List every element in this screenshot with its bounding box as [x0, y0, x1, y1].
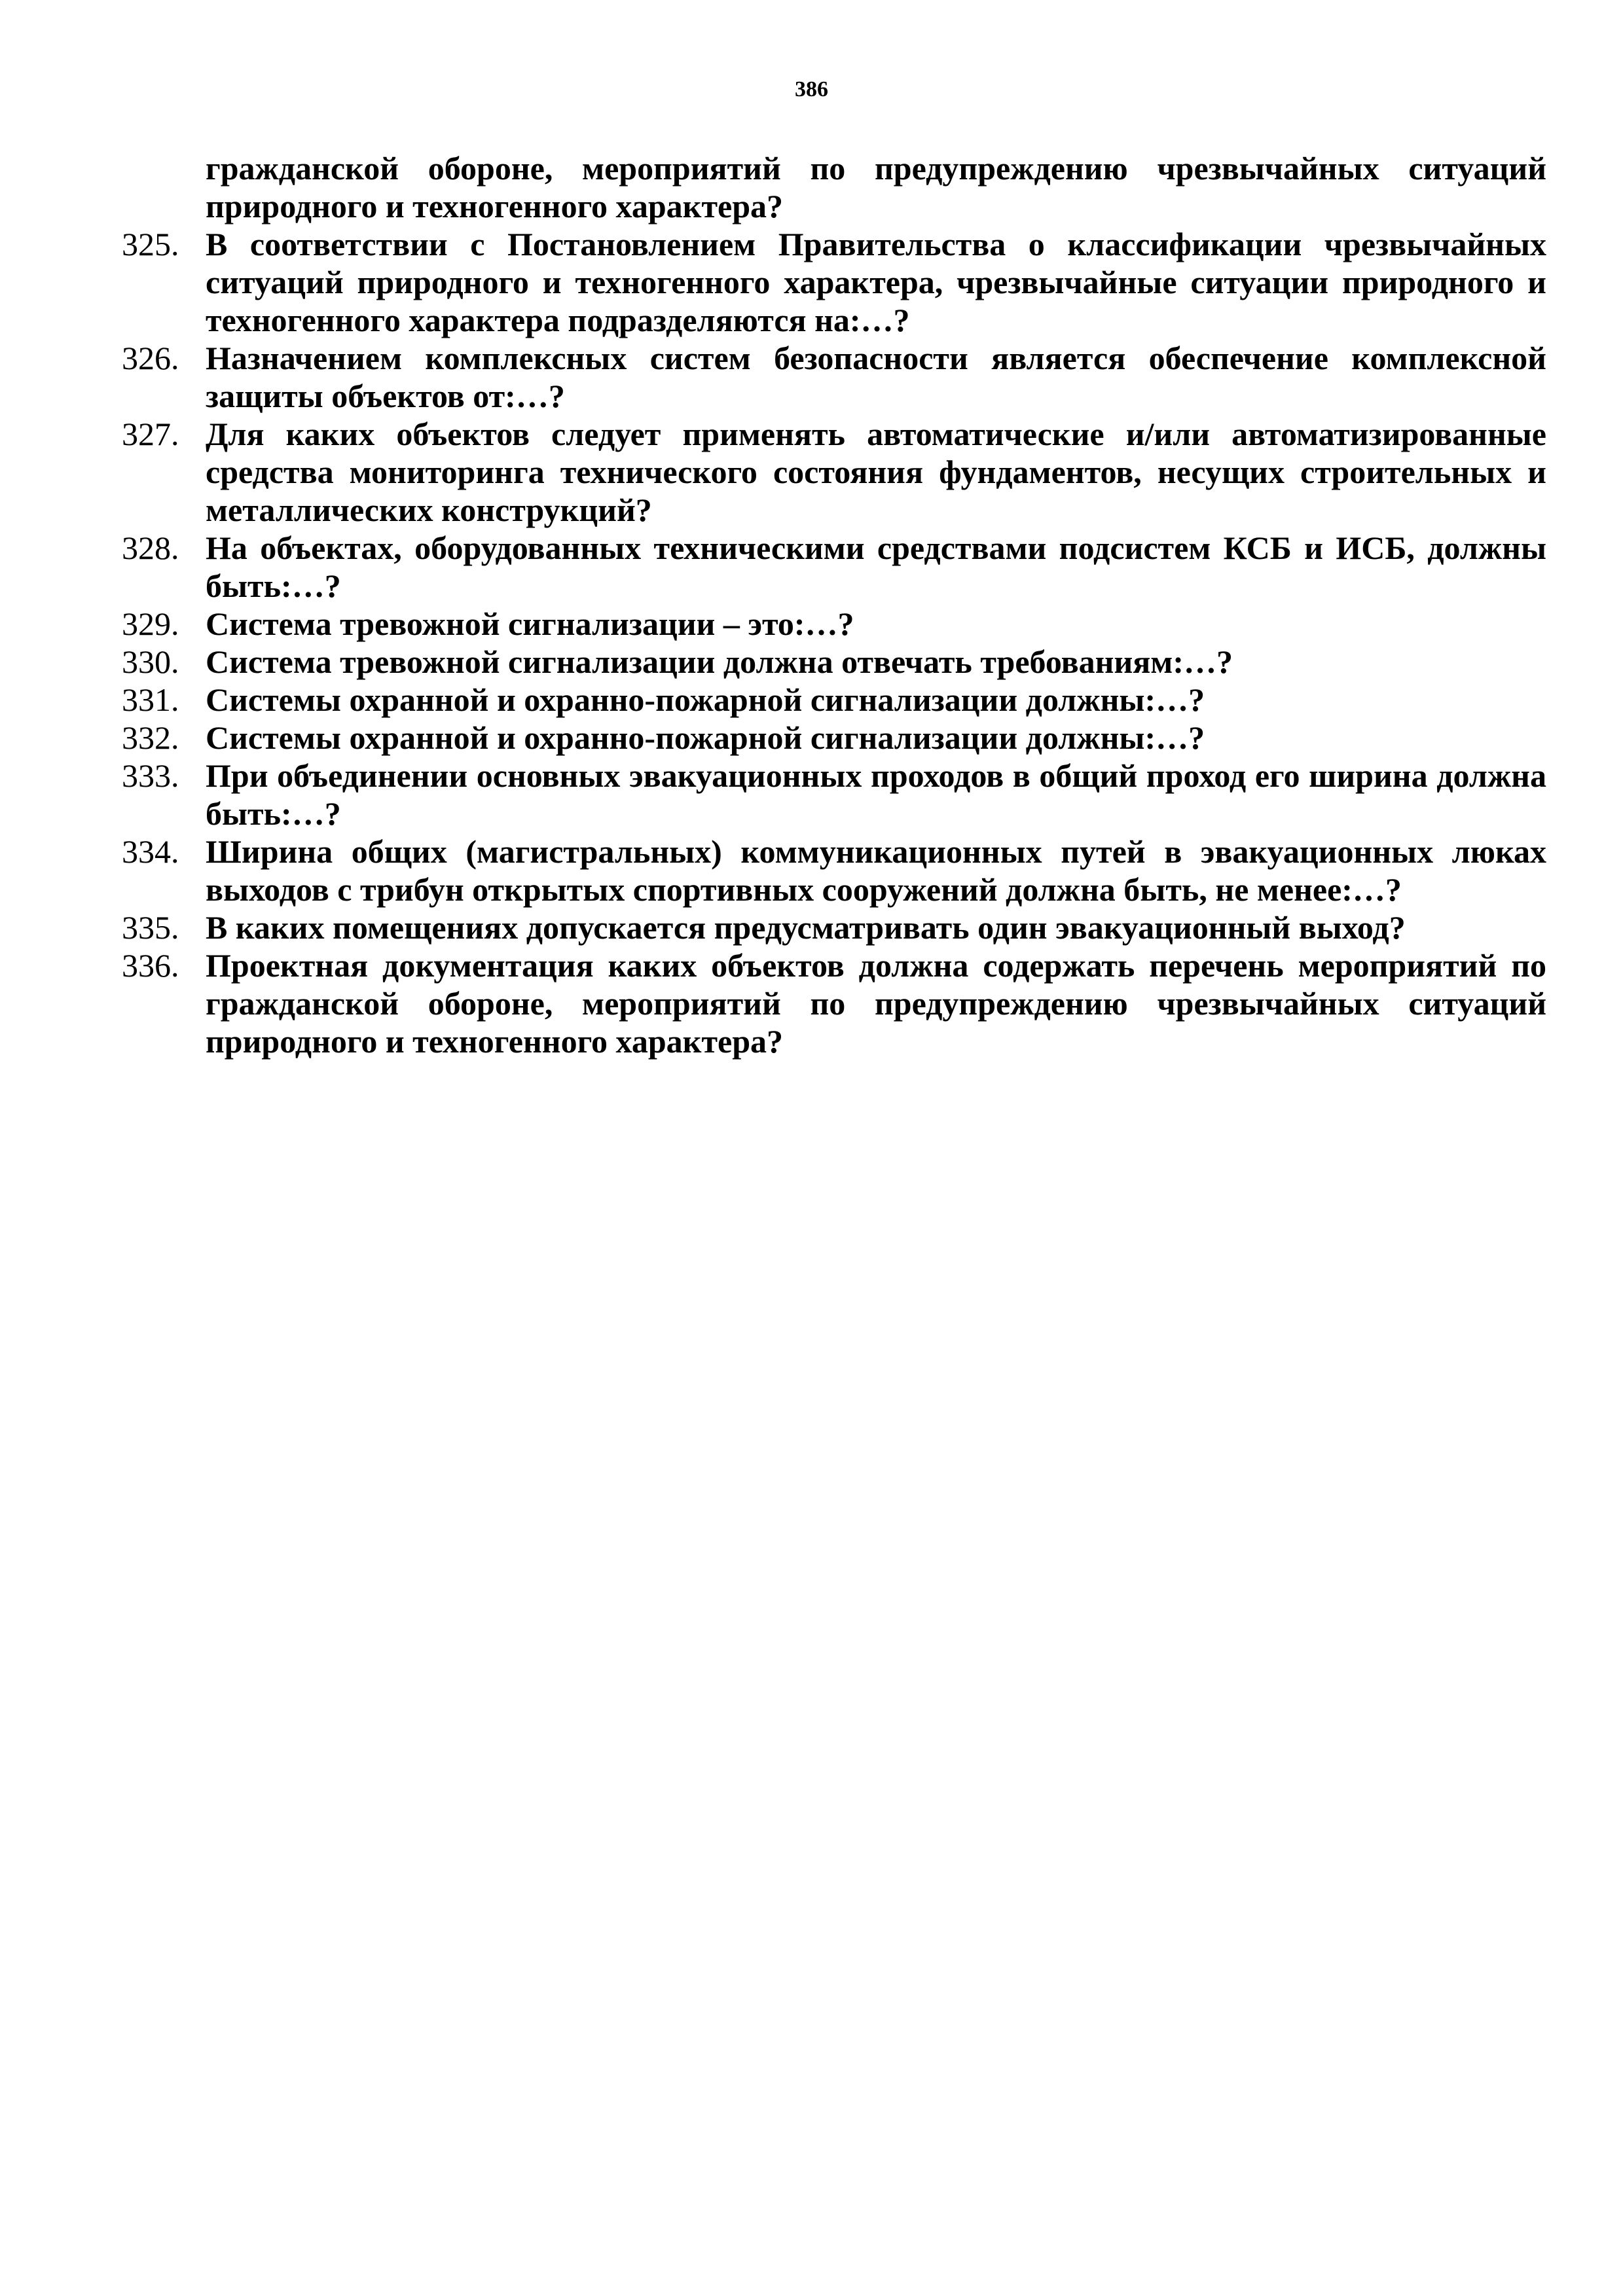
- question-number: 328.: [122, 529, 179, 566]
- question-number: 325.: [122, 226, 179, 262]
- question-number: 335.: [122, 909, 179, 946]
- question-text: Проектная документация каких объектов должна содержать перечень мероприятий по гражданской обороне, мероприятий по предупреждению чрезвычайных ситуаций природного и техногенного характера?: [206, 947, 1546, 1060]
- question-item: [122, 908, 1546, 946]
- question-text: В каких помещениях допускается предусматривать один эвакуационный выход?: [206, 909, 1406, 946]
- question-text: При объединении основных эвакуационных проходов в общий проход его ширина должна быть:…?: [206, 757, 1546, 832]
- question-number: 331.: [122, 681, 179, 718]
- question-number: 330.: [122, 643, 179, 680]
- question-text: На объектах, оборудованных техническими средствами подсистем КСБ и ИСБ, должны быть:…?: [206, 529, 1546, 604]
- question-item: [122, 681, 1546, 719]
- question-text: Системы охранной и охранно-пожарной сигнализации должны:…?: [206, 681, 1205, 718]
- question-item: [122, 833, 1546, 908]
- question-number: 329.: [122, 605, 179, 642]
- continuation-text: гражданской обороне, мероприятий по предупреждению чрезвычайных ситуаций природного и техногенного характера?: [206, 150, 1546, 224]
- question-text: Системы охранной и охранно-пожарной сигнализации должны:…?: [206, 719, 1205, 756]
- question-item: [122, 529, 1546, 605]
- question-number: 326.: [122, 340, 179, 376]
- question-number: 334.: [122, 833, 179, 870]
- page-number: 386: [795, 77, 828, 101]
- question-list: [122, 225, 1546, 1060]
- document-body: [122, 149, 1546, 1060]
- question-item: [122, 605, 1546, 643]
- question-number: 333.: [122, 757, 179, 794]
- question-text: Система тревожной сигнализации должна отвечать требованиям:…?: [206, 643, 1233, 680]
- question-item: [122, 946, 1546, 1060]
- question-text: Система тревожной сигнализации – это:…?: [206, 605, 854, 642]
- question-text: Для каких объектов следует применять автоматические и/или автоматизированные средства мониторинга технического состояния фундаментов, несущих строительных и металлических конструкций?: [206, 416, 1546, 528]
- question-number: 332.: [122, 719, 179, 756]
- question-item: [122, 339, 1546, 415]
- question-text: Ширина общих (магистральных) коммуникационных путей в эвакуационных люках выходов с трибун открытых спортивных сооружений должна быть, не менее:…?: [206, 833, 1546, 908]
- question-item: [122, 719, 1546, 757]
- question-item: [122, 225, 1546, 339]
- question-number: 336.: [122, 947, 179, 984]
- question-item: [122, 757, 1546, 833]
- question-text: В соответствии с Постановлением Правительства о классификации чрезвычайных ситуаций природного и техногенного характера, чрезвычайные ситуации природного и техногенного характера подразделяются на:…?: [206, 226, 1546, 338]
- question-number: 327.: [122, 416, 179, 452]
- question-item: [122, 643, 1546, 681]
- question-item: [122, 415, 1546, 529]
- question-text: Назначением комплексных систем безопасности является обеспечение комплексной защиты объектов от:…?: [206, 340, 1546, 414]
